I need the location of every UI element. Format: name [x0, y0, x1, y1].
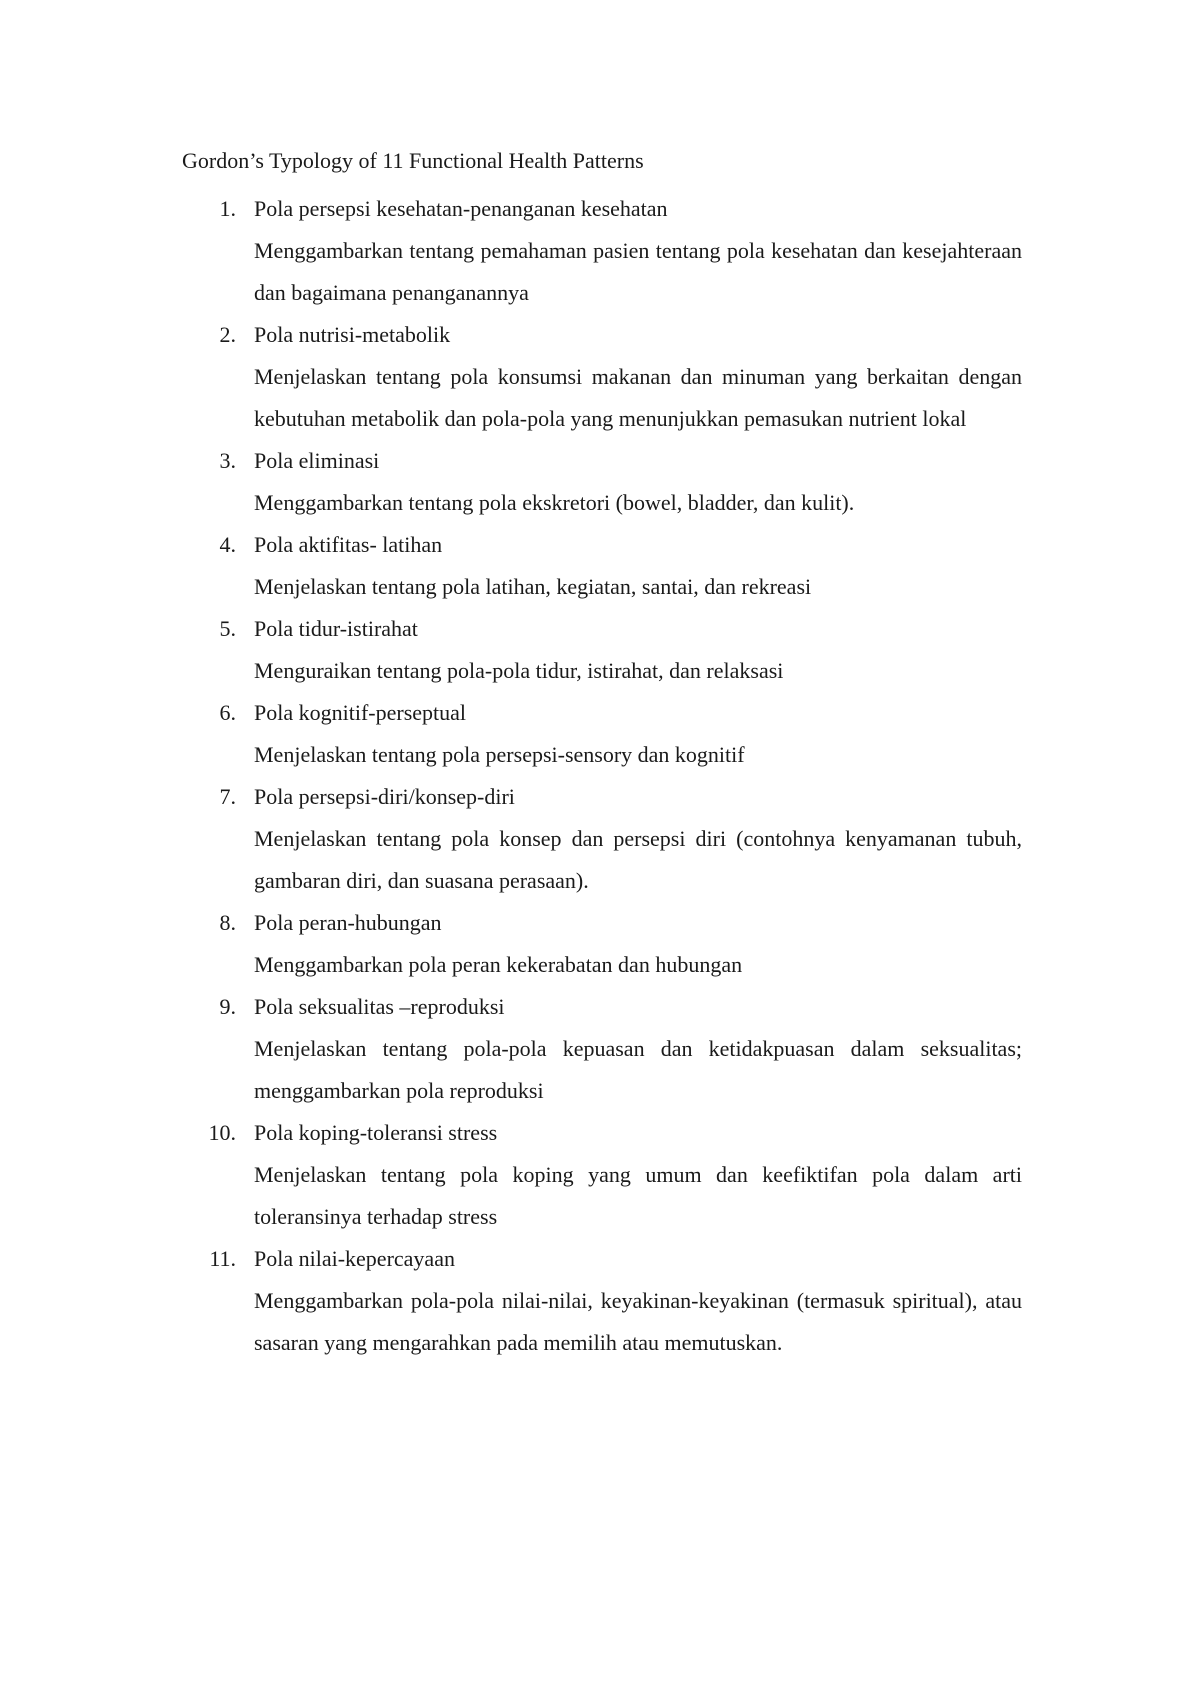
item-number: 5.	[219, 616, 236, 641]
item-number: 9.	[219, 994, 236, 1019]
item-title: Pola seksualitas –reproduksi	[254, 994, 505, 1019]
item-description: Menggambarkan tentang pemahaman pasien tentang pola kesehatan dan kesejahteraan dan bagaimana penanganannya	[254, 238, 1022, 305]
item-description: Menjelaskan tentang pola koping yang umum dan keefiktifan pola dalam arti toleransinya terhadap stress	[254, 1162, 1022, 1229]
item-title: Pola tidur-istirahat	[254, 616, 418, 641]
item-number: 8.	[219, 910, 236, 935]
item-title: Pola persepsi kesehatan-penanganan kesehatan	[254, 196, 668, 221]
item-description: Menggambarkan tentang pola ekskretori (bowel, bladder, dan kulit).	[254, 490, 855, 515]
list-item	[0, 314, 1200, 440]
item-number: 3.	[219, 448, 236, 473]
item-title: Pola eliminasi	[254, 448, 380, 473]
item-description: Menggambarkan pola peran kekerabatan dan hubungan	[254, 952, 743, 977]
list-item	[0, 692, 1200, 776]
list-item	[0, 608, 1200, 692]
item-title: Pola peran-hubungan	[254, 910, 442, 935]
item-title: Pola nutrisi-metabolik	[254, 322, 451, 347]
item-number: 6.	[219, 700, 236, 725]
item-number: 7.	[219, 784, 236, 809]
item-number: 4.	[219, 532, 236, 557]
item-number: 2.	[219, 322, 236, 347]
item-description: Menjelaskan tentang pola-pola kepuasan dan ketidakpuasan dalam seksualitas; menggambarkan pola reproduksi	[254, 1036, 1022, 1103]
item-title: Pola nilai-kepercayaan	[254, 1246, 455, 1271]
pattern-list	[0, 188, 1200, 1364]
item-number: 11.	[209, 1246, 236, 1271]
item-description: Menguraikan tentang pola-pola tidur, istirahat, dan relaksasi	[254, 658, 784, 683]
item-description: Menjelaskan tentang pola persepsi-sensory dan kognitif	[254, 742, 745, 767]
item-title: Pola persepsi-diri/konsep-diri	[254, 784, 515, 809]
item-description: Menjelaskan tentang pola latihan, kegiatan, santai, dan rekreasi	[254, 574, 812, 599]
list-item	[0, 1238, 1200, 1364]
item-title: Pola kognitif-perseptual	[254, 700, 467, 725]
page-title: Gordon’s Typology of 11 Functional Health Patterns	[182, 148, 644, 173]
item-number: 1.	[219, 196, 236, 221]
item-title: Pola koping-toleransi stress	[254, 1120, 498, 1145]
list-item	[0, 440, 1200, 524]
item-number: 10.	[208, 1120, 236, 1145]
list-item	[0, 986, 1200, 1112]
list-item	[0, 524, 1200, 608]
list-item	[0, 902, 1200, 986]
list-item	[0, 776, 1200, 902]
item-description: Menggambarkan pola-pola nilai-nilai, keyakinan-keyakinan (termasuk spiritual), atau sasaran yang mengarahkan pada memilih atau memutuskan.	[254, 1288, 1022, 1355]
item-title: Pola aktifitas- latihan	[254, 532, 443, 557]
item-description: Menjelaskan tentang pola konsumsi makanan dan minuman yang berkaitan dengan kebutuhan metabolik dan pola-pola yang menunjukkan pemasukan nutrient lokal	[254, 364, 1022, 431]
list-item	[0, 188, 1200, 314]
item-description: Menjelaskan tentang pola konsep dan persepsi diri (contohnya kenyamanan tubuh, gambaran diri, dan suasana perasaan).	[254, 826, 1022, 893]
list-item	[0, 1112, 1200, 1238]
